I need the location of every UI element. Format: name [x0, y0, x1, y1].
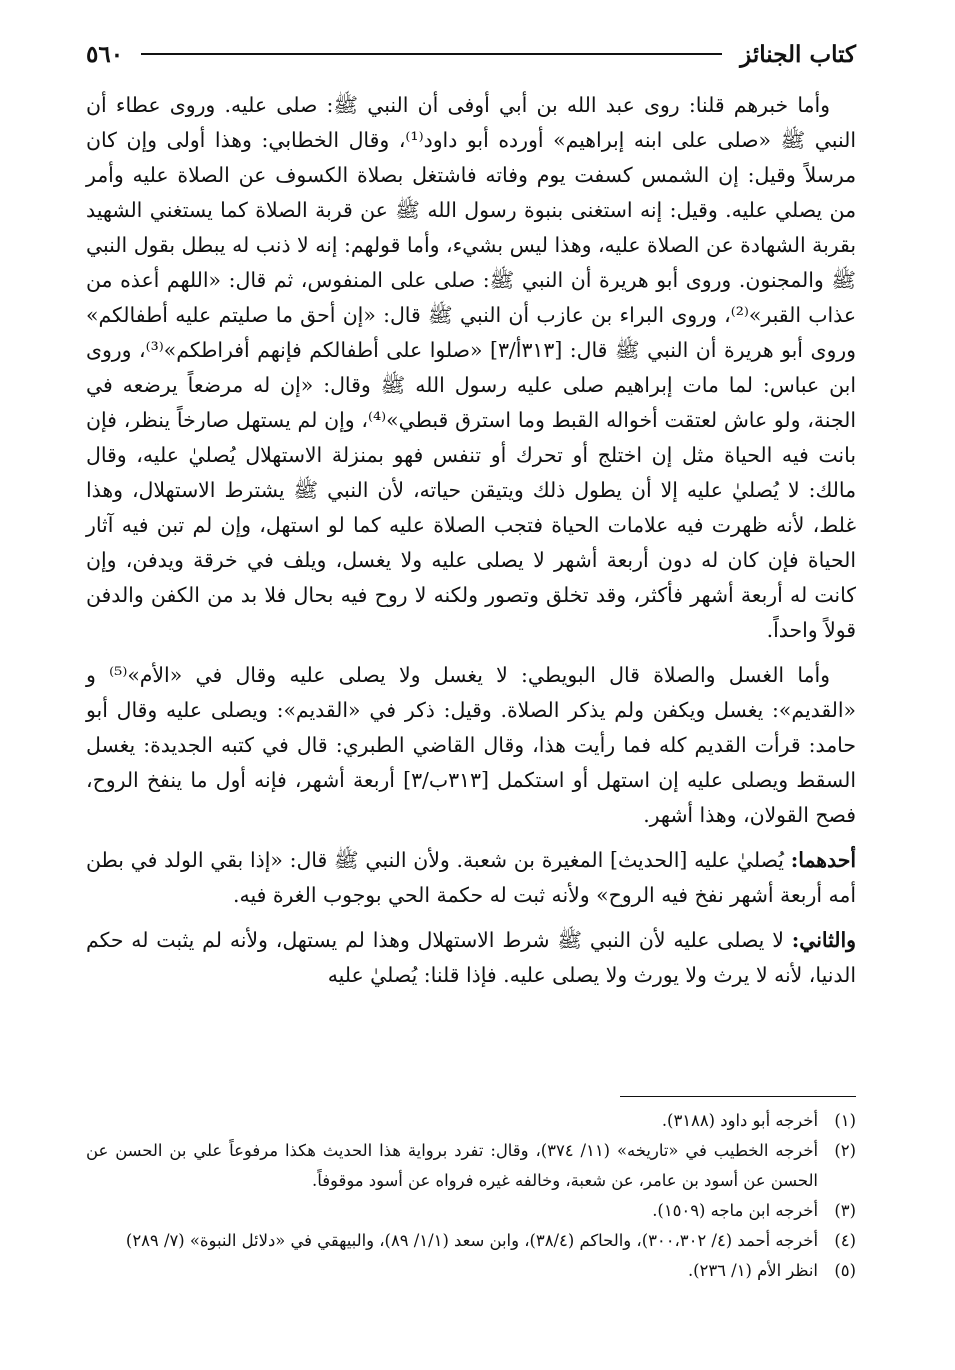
- footnote-number: (٣): [834, 1201, 856, 1220]
- footnote-text: أخرجه الخطيب في «تاريخه» (١١/ ٣٧٤)، وقال: تفرد برواية هذا الحديث هكذا مرفوعاً علي بن الحسن عن الحسن عن أسود بن عامر، عن شعبة، وخالفه غيره فرواه عن أسود موقوفاً.: [86, 1141, 819, 1190]
- footnote-number: (٥): [834, 1261, 856, 1280]
- footnote: [86, 1106, 856, 1136]
- footnotes: [86, 1106, 856, 1286]
- paragraph: [86, 843, 856, 913]
- paragraph-text: لا يصلى عليه لأن النبي ﷺ شرط الاستهلال وهذا لم يستهل، ولأنه لم يثبت له حكم الدنيا، لأنه لا يرث ولا يورث ولا يصلى عليه. فإذا قلنا: يُصليٰ عليه: [86, 928, 856, 987]
- footnote-number: (١): [834, 1111, 856, 1130]
- paragraph-text: يُصليٰ عليه [الحديث] المغيرة بن شعبة. ولأن النبي ﷺ قال: «إذا بقي الولد في بطن أمه أربعة أشهر نفخ فيه الروح» ولأنه ثبت له حكمة الحي بوجوب الغرة فيه.: [86, 848, 856, 907]
- paragraph: [86, 658, 856, 833]
- footnote-number: (٢): [834, 1141, 856, 1160]
- header-rule: [141, 53, 722, 55]
- paragraph-text: وأما الغسل والصلاة قال البويطي: لا يغسل ولا يصلى عليه وقال في «الأم»⁽⁵⁾ و «القديم»: يغسل ويكفن ولم يذكر الصلاة. وقيل: ذكر في «القديم»: ويصلى عليه وقال أبو حامد: قرأت القديم كله فما رأيت هذا، وقال القاضي الطبري: قال في كتبه الجديدة: يغسل السقط ويصلى عليه إن استهل أو استكمل [٣١٣ب/٣] أربعة أشهر، فإنه أول ما ينفخ الروح، فصح القولان، وهذا أشهر.: [86, 663, 856, 827]
- footnote-text: أخرجه ابن ماجه (١٥٠٩).: [652, 1201, 818, 1220]
- paragraph: [86, 88, 856, 648]
- paragraph-lead: والثاني:: [791, 928, 856, 952]
- footnote-text: أخرجه أحمد (٤/ ٣٠٠،٣٠٢)، والحاكم (٣٨/٤)، وابن سعد (١/١/ ٨٩)، والبيهقي في «دلائل النبوة» (٧/ ٢٨٩): [125, 1231, 818, 1250]
- page-number: ٥٦٠: [86, 40, 124, 68]
- footnote: [86, 1256, 856, 1286]
- page-header: [86, 34, 856, 74]
- main-text: [86, 88, 856, 1003]
- footnote-text: أخرجه أبو داود (٣١٨٨).: [661, 1111, 818, 1130]
- footnote-separator: [620, 1096, 856, 1097]
- paragraph-lead: أحدهما:: [790, 848, 856, 872]
- footnote: [86, 1226, 856, 1256]
- footnote-text: انظر الأم (١/ ٢٣٦).: [687, 1261, 818, 1280]
- chapter-title: كتاب الجنائز: [740, 40, 856, 68]
- paragraph: [86, 923, 856, 993]
- footnote: [86, 1136, 856, 1196]
- paragraph-text: وأما خبرهم قلنا: روى عبد الله بن أبي أوفى أن النبي ﷺ: صلى عليه. وروى عطاء أن النبي ﷺ «صلى على ابنه إبراهيم» أورده أبو داود⁽¹⁾، وقال الخطابي: وهذا أولى وإن كان مرسلاً وقيل: إن الشمس كسفت يوم وفاته فاشتغل بصلاة الكسوف عن الصلاة عليه وأمر من يصلي عليه. وقيل: إنه استغنى بنبوة رسول الله ﷺ عن قربة الصلاة كما يستغني الشهيد بقربة الشهادة عن الصلاة عليه، وهذا ليس بشيء، وأما قولهم: إنه لا ذنب له يبطل بقول النبي ﷺ والمجنون. وروى أبو هريرة أن النبي ﷺ: صلى على المنفوس، ثم قال: «اللهم أعذه من عذاب القبر»⁽²⁾، وروى البراء بن عازب أن النبي ﷺ قال: «إن أحق ما صليتم عليه أطفالكم» وروى أبو هريرة أن النبي ﷺ قال: [٣١٣أ/٣] «صلوا على أطفالكم فإنهم أفراطكم»⁽³⁾، وروى ابن عباس: لما مات إبراهيم صلى عليه رسول الله ﷺ وقال: «إن له مرضعاً يرضعه في الجنة، ولو عاش لعتقت أخواله القبط وما استرق قبطي»⁽⁴⁾، وإن لم يستهل صارخاً ينظر، فإن بانت فيه الحياة مثل إن اختلج أو تحرك أو تنفس فهو بمنزلة الاستهلال يُصليٰ عليه، وقال مالك: لا يُصليٰ عليه إلا أن يطول ذلك ويتيقن حياته، لأن النبي ﷺ يشترط الاستهلال، وهذا غلط، لأنه ظهرت فيه علامات الحياة فتجب الصلاة عليه كما لو استهل، وإن لم تبن فيه آثار الحياة فإن كان له دون أربعة أشهر لا يصلى عليه ولا يغسل، ويلف في خرقة ويدفن، وإن كانت له أربعة أشهر فأكثر، وقد تخلق وتصور ولكنه لا روح فيه بحال فلا بد من الكفن والدفن قولاً واحداً.: [86, 93, 856, 642]
- footnote: [86, 1196, 856, 1226]
- footnote-number: (٤): [834, 1231, 856, 1250]
